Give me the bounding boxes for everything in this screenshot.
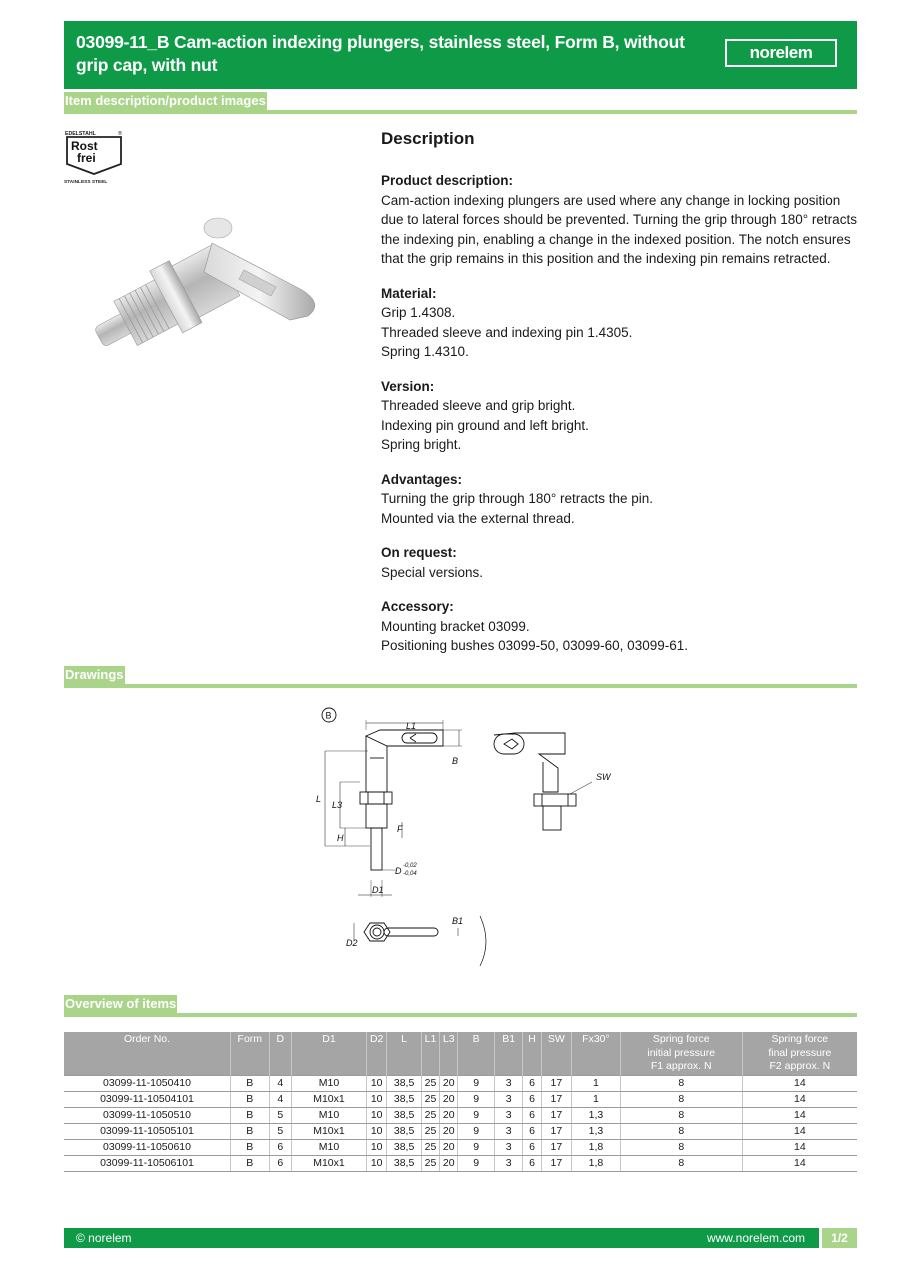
col-spring-force-initial: Spring force initial pressure F1 approx. N bbox=[620, 1032, 742, 1075]
accessory-block bbox=[381, 597, 857, 656]
table-cell: 4 bbox=[269, 1075, 291, 1091]
table-cell: 03099-11-10505101 bbox=[64, 1123, 231, 1139]
col-form: Form bbox=[231, 1032, 270, 1075]
label-h: H bbox=[337, 833, 344, 843]
table-cell: 14 bbox=[742, 1155, 857, 1171]
table-cell: 38,5 bbox=[387, 1091, 422, 1107]
col-fx30: Fx30° bbox=[572, 1032, 621, 1075]
table-cell: 9 bbox=[458, 1107, 495, 1123]
table-cell: 8 bbox=[620, 1075, 742, 1091]
col-l3: L3 bbox=[440, 1032, 458, 1075]
section-overview: Overview of items bbox=[65, 996, 177, 1011]
table-cell: M10 bbox=[291, 1075, 366, 1091]
table-cell: 6 bbox=[523, 1091, 541, 1107]
table-cell: 3 bbox=[494, 1107, 522, 1123]
table-cell: 9 bbox=[458, 1075, 495, 1091]
table-cell: 1 bbox=[572, 1091, 621, 1107]
technical-drawing bbox=[300, 702, 630, 974]
product-description-block bbox=[381, 171, 857, 269]
table-cell: 14 bbox=[742, 1091, 857, 1107]
table-cell: 8 bbox=[620, 1155, 742, 1171]
table-cell: M10 bbox=[291, 1139, 366, 1155]
col-l: L bbox=[387, 1032, 422, 1075]
block-title: On request: bbox=[381, 545, 457, 560]
table-cell: 6 bbox=[523, 1123, 541, 1139]
block-line: Threaded sleeve and grip bright. bbox=[381, 398, 576, 413]
table-row bbox=[64, 1123, 857, 1139]
table-cell: 5 bbox=[269, 1107, 291, 1123]
label-d1: D1 bbox=[372, 885, 384, 895]
table-cell: 20 bbox=[440, 1107, 458, 1123]
label-l3: L3 bbox=[332, 800, 343, 810]
table-cell: 1,8 bbox=[572, 1155, 621, 1171]
block-line: Spring 1.4310. bbox=[381, 344, 469, 359]
table-cell: 25 bbox=[421, 1107, 439, 1123]
material-block bbox=[381, 284, 857, 362]
table-cell: 10 bbox=[367, 1075, 387, 1091]
table-cell: 4 bbox=[269, 1091, 291, 1107]
table-cell: 6 bbox=[523, 1107, 541, 1123]
table-cell: 3 bbox=[494, 1155, 522, 1171]
product-image bbox=[62, 198, 328, 348]
block-line: Threaded sleeve and indexing pin 1.4305. bbox=[381, 324, 633, 340]
table-body bbox=[64, 1075, 857, 1171]
label-tol-upper: -0,02 bbox=[403, 863, 417, 869]
block-line: Positioning bushes 03099-50, 03099-60, 03099-61. bbox=[381, 638, 688, 653]
table-cell: 8 bbox=[620, 1091, 742, 1107]
table-cell: 6 bbox=[269, 1155, 291, 1171]
block-title: Material: bbox=[381, 285, 437, 301]
table-cell: 20 bbox=[440, 1123, 458, 1139]
table-cell: 14 bbox=[742, 1139, 857, 1155]
section-rule bbox=[64, 684, 857, 688]
block-line: Special versions. bbox=[381, 564, 484, 580]
table-cell: 14 bbox=[742, 1075, 857, 1091]
table-cell: 38,5 bbox=[387, 1155, 422, 1171]
description-panel bbox=[381, 128, 857, 671]
table-cell: 1,3 bbox=[572, 1107, 621, 1123]
col-sw: SW bbox=[541, 1032, 571, 1075]
form-mark: B bbox=[325, 710, 332, 721]
table-cell: 1 bbox=[572, 1075, 621, 1091]
table-cell: 3 bbox=[494, 1123, 522, 1139]
section-drawings: Drawings bbox=[65, 667, 124, 682]
label-f: F bbox=[397, 824, 403, 834]
table-cell: 03099-11-1050410 bbox=[64, 1075, 231, 1091]
table-cell: 9 bbox=[458, 1091, 495, 1107]
label-l: L bbox=[316, 794, 322, 804]
footer-page-number: 1/2 bbox=[819, 1228, 857, 1248]
table-row bbox=[64, 1075, 857, 1091]
table-cell: 25 bbox=[421, 1123, 439, 1139]
section-rule bbox=[64, 110, 857, 114]
block-title: Product description: bbox=[381, 173, 514, 188]
badge-registered-mark: ® bbox=[118, 131, 123, 137]
norelem-logo: norelem bbox=[725, 39, 837, 67]
table-row bbox=[64, 1107, 857, 1123]
col-d: D bbox=[269, 1032, 291, 1075]
table-cell: 10 bbox=[367, 1107, 387, 1123]
table-cell: 20 bbox=[440, 1155, 458, 1171]
description-heading: Description bbox=[381, 129, 475, 148]
table-cell: B bbox=[231, 1123, 270, 1139]
table-cell: 3 bbox=[494, 1075, 522, 1091]
label-tol-lower: -0,04 bbox=[403, 871, 417, 877]
table-cell: 25 bbox=[421, 1139, 439, 1155]
col-b1: B1 bbox=[494, 1032, 522, 1075]
table-cell: 03099-11-1050610 bbox=[64, 1139, 231, 1155]
table-cell: 1,8 bbox=[572, 1139, 621, 1155]
col-spring-force-final: Spring force final pressure F2 approx. N bbox=[742, 1032, 857, 1075]
table-cell: 25 bbox=[421, 1155, 439, 1171]
table-cell: B bbox=[231, 1091, 270, 1107]
version-block bbox=[381, 377, 857, 455]
table-cell: 9 bbox=[458, 1155, 495, 1171]
table-cell: 3 bbox=[494, 1139, 522, 1155]
block-title: Accessory: bbox=[381, 599, 454, 614]
label-b1: B1 bbox=[452, 916, 464, 926]
table-cell: 38,5 bbox=[387, 1139, 422, 1155]
label-b: B bbox=[452, 756, 459, 766]
table-cell: 38,5 bbox=[387, 1123, 422, 1139]
page-footer bbox=[64, 1228, 857, 1248]
table-cell: 3 bbox=[494, 1091, 522, 1107]
table-cell: 20 bbox=[440, 1139, 458, 1155]
table-cell: 8 bbox=[620, 1139, 742, 1155]
table-cell: 20 bbox=[440, 1075, 458, 1091]
table-cell: 6 bbox=[523, 1139, 541, 1155]
table-cell: 20 bbox=[440, 1091, 458, 1107]
label-l1: L1 bbox=[406, 721, 417, 731]
table-cell: B bbox=[231, 1155, 270, 1171]
col-order-no: Order No. bbox=[64, 1032, 231, 1075]
block-line: Mounted via the external thread. bbox=[381, 510, 575, 526]
table-cell: 25 bbox=[421, 1091, 439, 1107]
block-title: Advantages: bbox=[381, 471, 463, 487]
table-cell: B bbox=[231, 1075, 270, 1091]
table-cell: M10x1 bbox=[291, 1091, 366, 1107]
block-text: Cam-action indexing plungers are used where any change in locking position due to lateral forces should be prevented. Turning the grip through 180° retracts the indexing pin, enabling a change in the indexed position. The notch ensures that the grip remains in this position and the indexing pin remains retracted. bbox=[381, 192, 857, 266]
table-cell: 8 bbox=[620, 1107, 742, 1123]
block-line: Indexing pin ground and left bright. bbox=[381, 417, 589, 433]
col-d2: D2 bbox=[367, 1032, 387, 1075]
table-cell: 17 bbox=[541, 1107, 571, 1123]
badge-top-text: EDELSTAHL bbox=[65, 131, 96, 137]
section-rule bbox=[64, 1013, 857, 1017]
table-cell: M10 bbox=[291, 1107, 366, 1123]
footer-copyright: © norelem bbox=[76, 1231, 132, 1245]
block-line: Turning the grip through 180° retracts the pin. bbox=[381, 491, 654, 506]
items-table bbox=[64, 1032, 857, 1172]
table-cell: 38,5 bbox=[387, 1075, 422, 1091]
table-cell: 14 bbox=[742, 1107, 857, 1123]
table-cell: 14 bbox=[742, 1123, 857, 1139]
table-cell: 03099-11-10506101 bbox=[64, 1155, 231, 1171]
table-cell: 17 bbox=[541, 1075, 571, 1091]
table-cell: B bbox=[231, 1107, 270, 1123]
table-cell: 17 bbox=[541, 1155, 571, 1171]
page-title: 03099-11_B Cam-action indexing plungers, stainless steel, Form B, without grip cap, with nut bbox=[76, 32, 685, 75]
table-cell: 10 bbox=[367, 1155, 387, 1171]
table-cell: 03099-11-1050510 bbox=[64, 1107, 231, 1123]
table-cell: B bbox=[231, 1139, 270, 1155]
table-cell: 5 bbox=[269, 1123, 291, 1139]
table-cell: 6 bbox=[523, 1155, 541, 1171]
label-d: D bbox=[395, 866, 402, 876]
label-d2: D2 bbox=[346, 938, 358, 948]
table-cell: 17 bbox=[541, 1123, 571, 1139]
table-cell: 9 bbox=[458, 1123, 495, 1139]
table-cell: 17 bbox=[541, 1139, 571, 1155]
col-b: B bbox=[458, 1032, 495, 1075]
col-l1: L1 bbox=[421, 1032, 439, 1075]
block-line: Mounting bracket 03099. bbox=[381, 618, 530, 634]
table-cell: 1,3 bbox=[572, 1123, 621, 1139]
table-cell: 8 bbox=[620, 1123, 742, 1139]
table-cell: M10x1 bbox=[291, 1123, 366, 1139]
table-cell: 17 bbox=[541, 1091, 571, 1107]
page-header bbox=[64, 21, 857, 89]
table-cell: 25 bbox=[421, 1075, 439, 1091]
block-line: Spring bright. bbox=[381, 437, 462, 452]
on-request-block bbox=[381, 543, 857, 582]
badge-bottom-text: STAINLESS STEEL bbox=[64, 180, 108, 185]
table-row bbox=[64, 1091, 857, 1107]
badge-line1: Rost bbox=[71, 139, 98, 153]
table-cell: 6 bbox=[269, 1139, 291, 1155]
footer-url-link[interactable]: www.norelem.com bbox=[706, 1231, 805, 1245]
col-h: H bbox=[523, 1032, 541, 1075]
table-cell: 10 bbox=[367, 1139, 387, 1155]
table-cell: 38,5 bbox=[387, 1107, 422, 1123]
badge-line2: frei bbox=[77, 151, 96, 165]
advantages-block bbox=[381, 470, 857, 529]
label-sw: SW bbox=[596, 772, 611, 782]
table-cell: 10 bbox=[367, 1091, 387, 1107]
section-item-description: Item description/product images bbox=[65, 93, 266, 108]
table-cell: 10 bbox=[367, 1123, 387, 1139]
table-cell: M10x1 bbox=[291, 1155, 366, 1171]
block-line: Grip 1.4308. bbox=[381, 305, 456, 320]
table-row bbox=[64, 1155, 857, 1171]
table-header-row bbox=[64, 1032, 857, 1075]
table-cell: 6 bbox=[523, 1075, 541, 1091]
table-cell: 9 bbox=[458, 1139, 495, 1155]
table-row bbox=[64, 1139, 857, 1155]
block-title: Version: bbox=[381, 378, 435, 394]
stainless-steel-badge-icon bbox=[64, 128, 126, 186]
table-cell: 03099-11-10504101 bbox=[64, 1091, 231, 1107]
col-d1: D1 bbox=[291, 1032, 366, 1075]
